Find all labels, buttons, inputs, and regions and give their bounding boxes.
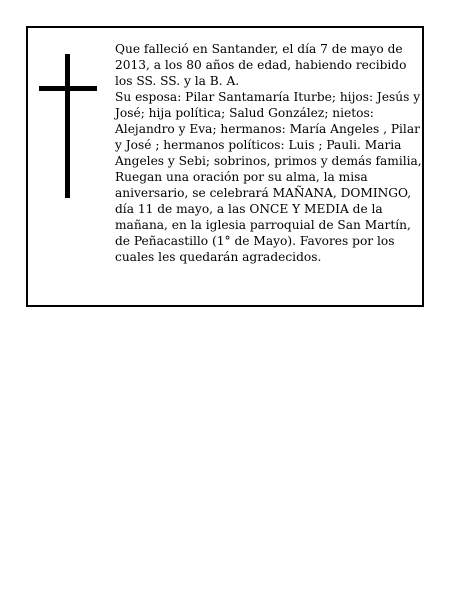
death-announcement: Que falleció en Santander, el día 7 de mayo de 2013, a los 80 años de edad, habiendo recibido los SS. SS. y la B. A.: [115, 42, 407, 88]
obituary-notice: [26, 26, 424, 307]
obituary-text: [115, 41, 425, 265]
mass-invitation: Ruegan una oración por su alma, la misa aniversario, se celebrará MAÑANA, DOMINGO, día 11 de mayo, a las ONCE Y MEDIA de la mañana, en la iglesia parroquial de San Martín, de Peñacastillo (1° de Mayo). Favores por los cuales les quedarán agradecidos.: [115, 170, 412, 264]
cross-horizontal-bar: [39, 86, 97, 91]
family-list: Su esposa: Pilar Santamaría Iturbe; hijos: Jesús y José; hija política; Salud González; nietos: Alejandro y Eva; hermanos: María Angeles , Pilar y José ; hermanos políticos: Luis ; Pauli. Maria Angeles y Sebi; sobrinos, primos y demás familia,: [115, 90, 422, 168]
cross-vertical-bar: [65, 54, 70, 198]
cross-icon: [39, 54, 97, 198]
